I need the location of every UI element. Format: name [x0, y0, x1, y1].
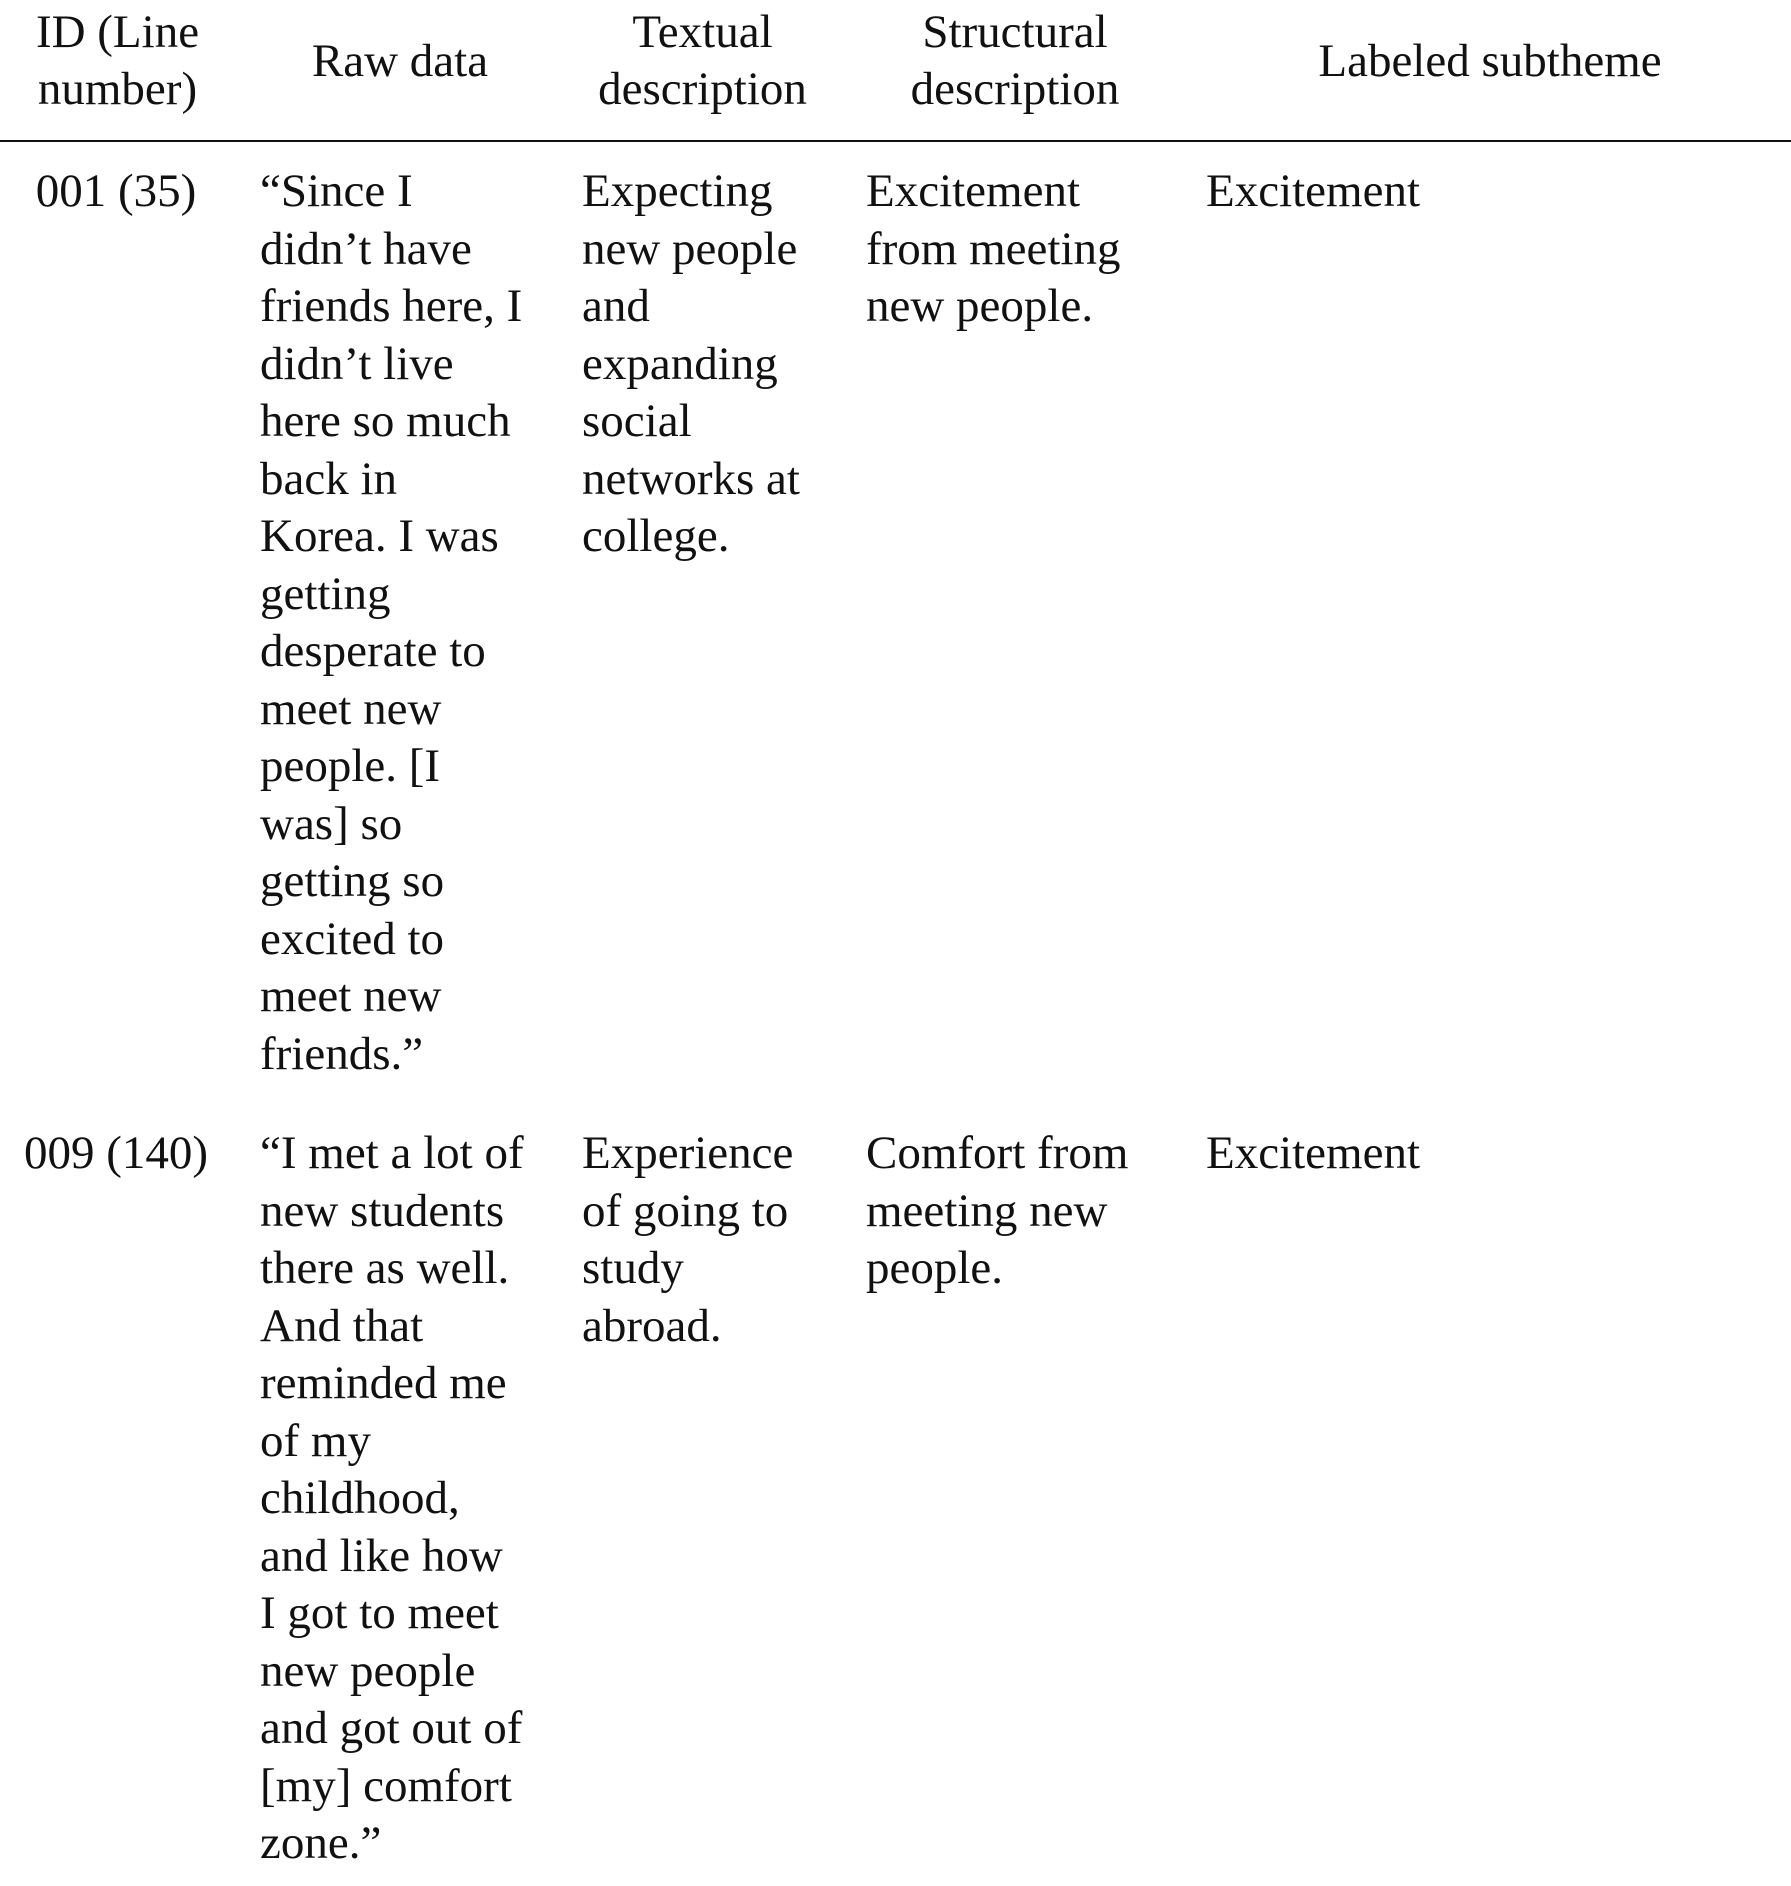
table-header — [0, 0, 1791, 142]
row-2-raw-data: “I met a lot of new students there as well. And that reminded me of my childhood, and like how I got to meet new people and got out of [my] comfort zone.” — [260, 1127, 524, 1869]
row-1-raw-data: “Since I didn’t have friends here, I didn’t live here so much back in Korea. I was getting desperate to meet new people. [I was] so getting so excited to meet new friends.” — [260, 165, 523, 1080]
header-raw-data: Raw data — [311, 35, 489, 87]
header-rule — [0, 140, 1791, 142]
row-1-textual-description: Expecting new people and expanding social networks at college. — [582, 165, 800, 562]
row-2-structural-description: Comfort from meeting new people. — [866, 1127, 1129, 1294]
row-1-structural-description: Excitement from meeting new people. — [866, 165, 1121, 332]
row-1-labeled-subtheme: Excitement — [1206, 165, 1421, 217]
row-2-textual-description: Experience of going to study abroad. — [582, 1127, 794, 1352]
row-2-id: 009 (140) — [23, 1127, 209, 1179]
header-labeled-subtheme: Labeled subtheme — [1318, 35, 1662, 87]
header-id: ID (Line number) — [35, 6, 200, 115]
row-1-id: 001 (35) — [35, 165, 197, 217]
header-textual-description: Textual description — [598, 6, 807, 115]
header-structural-description: Structural description — [910, 6, 1120, 115]
row-2-labeled-subtheme: Excitement — [1206, 1127, 1421, 1179]
